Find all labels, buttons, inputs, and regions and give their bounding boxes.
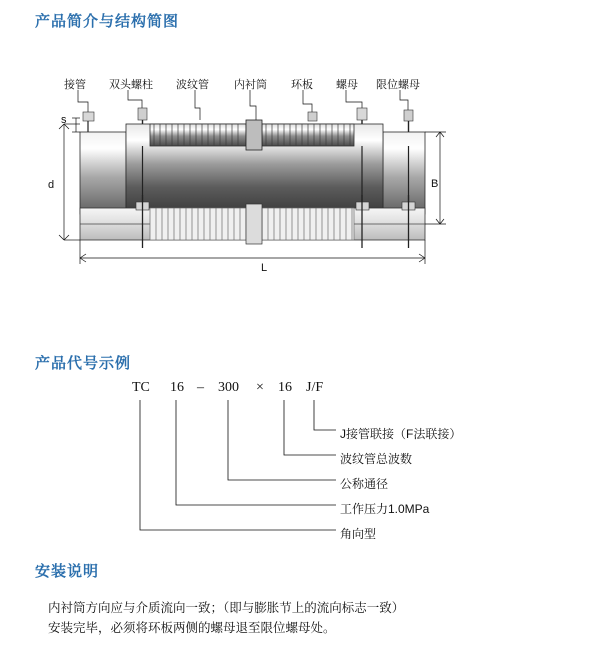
callout-label-xianwei: 限位螺母 [376,79,420,91]
callout-label-huanban: 环板 [291,79,313,91]
dim-label-d: d [48,179,55,191]
install-note-2: 安装完毕，必须将环板两侧的螺母退至限位螺母处。 [48,621,336,635]
product-structure-diagram [50,62,550,292]
code-token-times: × [256,380,264,395]
install-notes [48,598,404,638]
callout-label-luozhu: 双头螺柱 [109,79,153,91]
code-desc-pressure: 工作压力1.0MPa [340,502,430,516]
code-token-16a: 16 [170,380,184,395]
page-title-code: 产品代号示例 [35,355,132,372]
code-token-300: 300 [218,380,239,395]
callout-label-jieguan: 接管 [64,79,86,91]
code-desc-connection: J接管联接（F法联接） [340,427,462,441]
code-token-jf: J/F [306,380,324,395]
page-title-install: 安装说明 [35,563,100,580]
code-desc-diameter: 公称通径 [340,477,389,491]
diagram-drawing [50,62,550,292]
dim-label-s: s [61,114,67,126]
code-token-16b: 16 [278,380,292,395]
install-note-1: 内衬筒方向应与介质流向一致；（即与膨胀节上的流向标志一致） [48,601,405,615]
code-desc-type: 角向型 [340,527,377,541]
dim-label-B: B [431,178,439,190]
code-leader-lines [100,380,520,540]
callout-label-luomu: 螺母 [336,79,358,91]
product-code-example [100,380,520,540]
code-token-dash: – [197,380,204,395]
callout-label-neichen: 内衬筒 [234,79,267,91]
dim-label-L: L [261,262,268,274]
page-title-intro: 产品简介与结构简图 [35,13,180,30]
code-desc-waves: 波纹管总波数 [340,452,413,466]
callout-label-bowenguan: 波纹管 [176,79,209,91]
code-token-tc: TC [132,380,150,395]
